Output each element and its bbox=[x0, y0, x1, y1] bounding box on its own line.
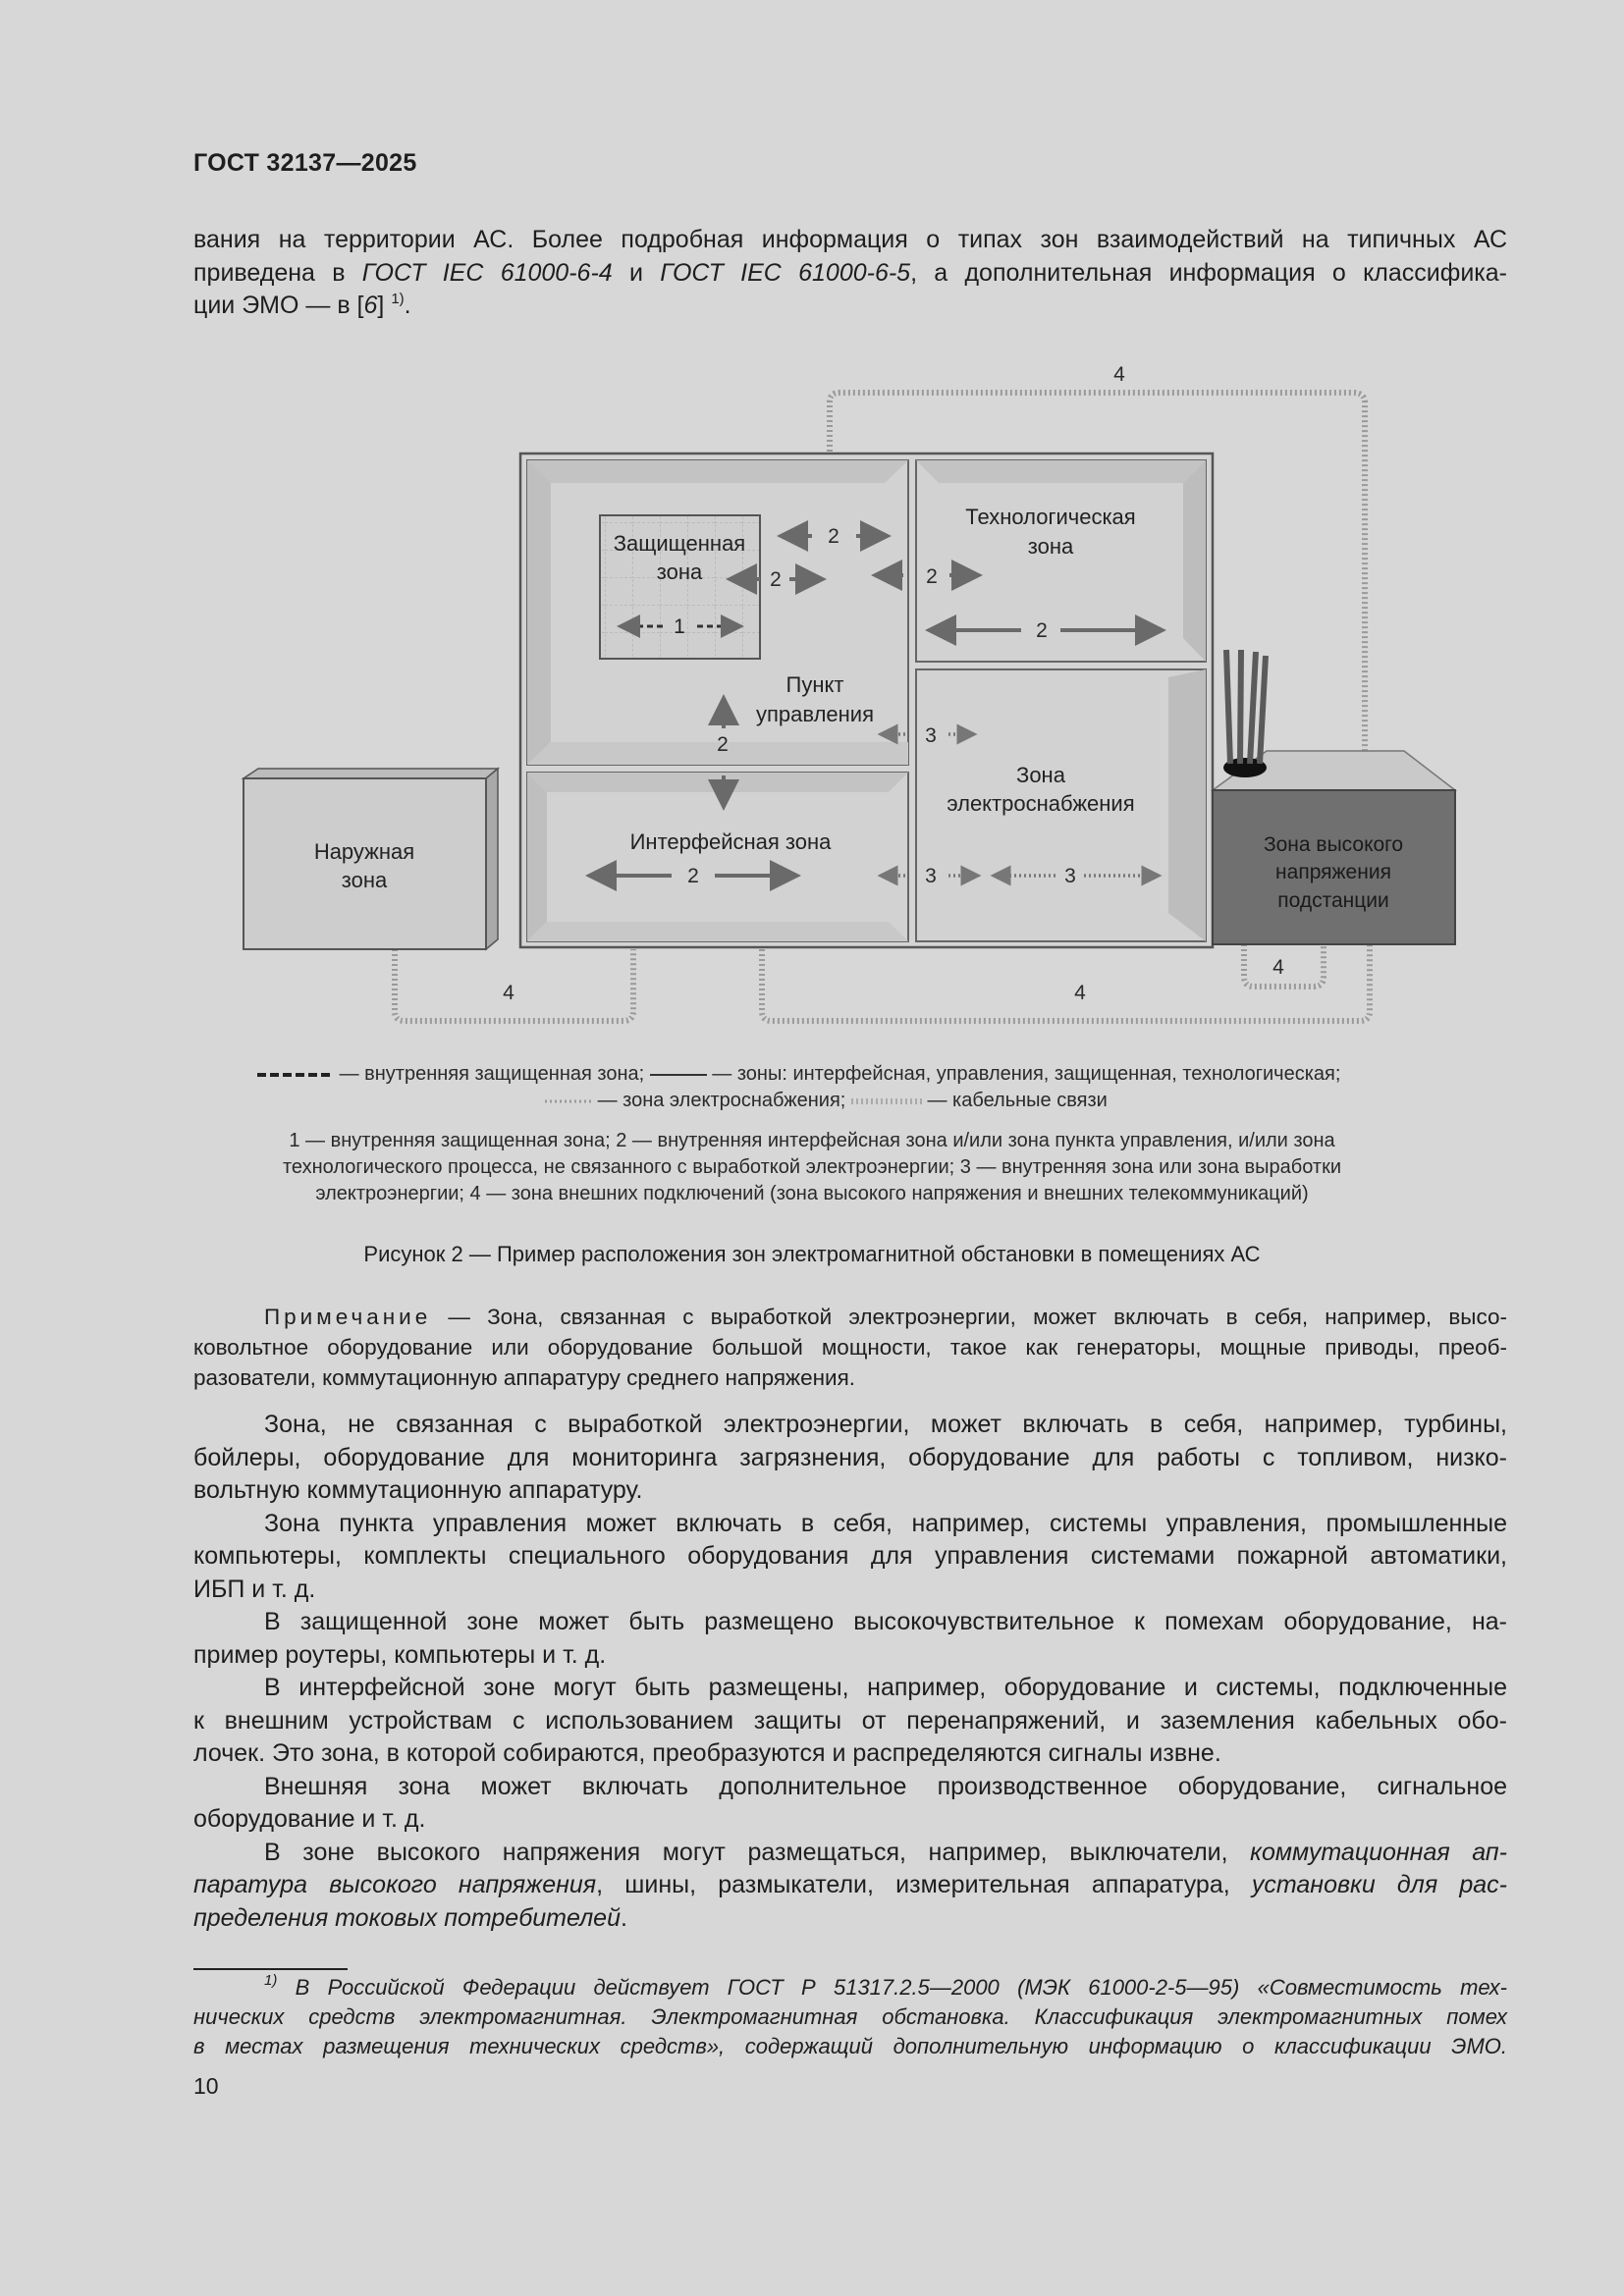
p4-line-3: лочек. Это зона, в которой собираются, преобразуются и распределяются сигналы извне. bbox=[193, 1739, 1221, 1767]
footnote-line-1: $^{1)}$ В Российской Федерации действует ГОСТ Р 51317.2.5—2000 (МЭК 61000-2-5—95) «Совместимость тех- bbox=[264, 1972, 1507, 2000]
p3-line-1: В защищенной зоне может быть размещено высокочувствительное к помехам оборудование, на- bbox=[264, 1608, 1507, 1635]
label-4-left: 4 bbox=[503, 982, 514, 1004]
technological-zone-label-1: Технологическая bbox=[965, 505, 1136, 529]
p5-line-2: оборудование и т. д. bbox=[193, 1805, 426, 1833]
intro-line-1: вания на территории АС. Более подробная информация о типах зон взаимодействий на типичных АС bbox=[193, 226, 1507, 253]
svg-text:2: 2 bbox=[828, 525, 839, 548]
cable-symbol bbox=[851, 1095, 922, 1108]
svg-text:3: 3 bbox=[1064, 865, 1076, 887]
technological-zone-label-2: зона bbox=[1027, 534, 1074, 559]
protected-zone bbox=[600, 515, 760, 659]
svg-text:2: 2 bbox=[926, 565, 938, 588]
p6-line-1: В зоне высокого напряжения могут размещаться, например, выключатели, коммутационная ап- bbox=[264, 1838, 1508, 1866]
intro-line-2: приведена в ГОСТ IEC 61000-6-4 и ГОСТ IEC 61000-6-5, а дополнительная информация о классифика- bbox=[193, 258, 1508, 287]
body-text bbox=[193, 1409, 1507, 1935]
high-voltage-zone bbox=[1213, 650, 1455, 944]
p4-line-2: к внешним устройствам с использованием защиты от перенапряжений, и заземления кабельных обо- bbox=[193, 1706, 1507, 1735]
p2-line-3: ИБП и т. д. bbox=[193, 1575, 316, 1603]
figure-caption: Рисунок 2 — Пример расположения зон электромагнитной обстановки в помещениях АС bbox=[363, 1242, 1261, 1266]
power-zone-label-1: Зона bbox=[1016, 763, 1065, 787]
outdoor-zone-label-2: зона bbox=[341, 868, 388, 892]
key-line-1: 1 — внутренняя защищенная зона; 2 — внутренняя интерфейсная зона и/или зона пункта управления, и/или зона bbox=[289, 1130, 1335, 1151]
note-label: Примечание bbox=[264, 1305, 432, 1329]
p4-line-1: В интерфейсной зоне могут быть размещены, например, оборудование и системы, подключенные bbox=[264, 1674, 1507, 1701]
svg-text:3: 3 bbox=[925, 724, 937, 747]
hv-zone-label-1: Зона высокого bbox=[1263, 833, 1404, 856]
label-1: 1 bbox=[674, 615, 685, 638]
hv-zone-label-2: напряжения bbox=[1275, 861, 1391, 883]
svg-text:2: 2 bbox=[1036, 619, 1048, 642]
dotted-line-symbol bbox=[545, 1095, 592, 1108]
footnote-ref: 1) bbox=[391, 291, 405, 307]
outdoor-zone bbox=[244, 769, 498, 949]
p6-line-2: паратура высокого напряжения, шины, размыкатели, измерительная аппаратура, установки для рас- bbox=[193, 1871, 1508, 1898]
dashed-line-symbol bbox=[257, 1068, 334, 1082]
p6-line-3: пределения токовых потребителей. bbox=[193, 1903, 627, 1932]
legend-line-1: — внутренняя защищенная зона; — зоны: интерфейсная, управления, защищенная, технологическая; bbox=[257, 1063, 1340, 1086]
interface-zone-label: Интерфейсная зона bbox=[629, 829, 832, 854]
solid-line-symbol bbox=[650, 1068, 707, 1082]
svg-text:2: 2 bbox=[770, 568, 782, 591]
outdoor-zone-label-1: Наружная bbox=[313, 839, 415, 864]
note-line-3: разователи, коммутационную аппаратуру среднего напряжения. bbox=[193, 1365, 856, 1390]
p2-line-2: компьютеры, комплекты специального оборудования для управления системами пожарной автоматики, bbox=[193, 1542, 1507, 1570]
protected-zone-label-1: Защищенная bbox=[613, 531, 746, 556]
document-header: ГОСТ 32137—2025 bbox=[193, 149, 417, 177]
note-line-2: ковольтное оборудование или оборудование большой мощности, такое как генераторы, мощные приводы, преоб- bbox=[193, 1335, 1507, 1360]
key-line-3: электроэнергии; 4 — зона внешних подключений (зона высокого напряжения и внешних телекоммуникаций) bbox=[315, 1183, 1309, 1204]
page-number: 10 bbox=[193, 2073, 219, 2099]
p1-line-1: Зона, не связанная с выработкой электроэнергии, может включать в себя, например, турбины, bbox=[264, 1411, 1507, 1438]
label-4-top: 4 bbox=[1113, 363, 1125, 386]
footnote-separator bbox=[193, 1968, 348, 1970]
p2-line-1: Зона пункта управления может включать в себя, например, системы управления, промышленные bbox=[264, 1509, 1507, 1537]
note-line-1: Примечание — Зона, связанная с выработкой электроэнергии, может включать в себя, например, высо- bbox=[264, 1305, 1507, 1329]
protected-zone-label-2: зона bbox=[656, 560, 703, 584]
key-line-2: технологического процесса, не связанного с выработкой электроэнергии; 3 — внутренняя зона или зона выработки bbox=[282, 1156, 1342, 1178]
label-4-middle: 4 bbox=[1074, 982, 1086, 1004]
svg-text:2: 2 bbox=[687, 865, 699, 887]
svg-text:2: 2 bbox=[717, 733, 729, 756]
zones-diagram bbox=[0, 348, 1624, 1055]
p5-line-1: Внешняя зона может включать дополнительное производственное оборудование, сигнальное bbox=[264, 1772, 1507, 1800]
control-point-label-1: Пункт bbox=[785, 672, 844, 697]
power-zone-label-2: электроснабжения bbox=[947, 791, 1135, 816]
hv-zone-label-3: подстанции bbox=[1277, 889, 1389, 912]
p3-line-2: пример роутеры, компьютеры и т. д. bbox=[193, 1640, 607, 1669]
legend-line-2: — зона электроснабжения; — кабельные связи bbox=[545, 1090, 1108, 1112]
label-4-right: 4 bbox=[1272, 956, 1284, 979]
svg-text:3: 3 bbox=[925, 865, 937, 887]
intro-paragraph bbox=[193, 224, 1507, 323]
footnote bbox=[193, 1973, 1507, 2061]
p1-line-3: вольтную коммутационную аппаратуру. bbox=[193, 1476, 643, 1504]
footnote-line-2: нических средств электромагнитная. Электромагнитная обстановка. Классификация электромагнитных помех bbox=[193, 2004, 1507, 2029]
p1-line-2: бойлеры, оборудование для мониторинга загрязнения, оборудование для работы с топливом, низко- bbox=[193, 1443, 1507, 1471]
note bbox=[193, 1302, 1507, 1393]
control-point-label-2: управления bbox=[756, 702, 874, 726]
intro-line-3: ции ЭМО — в [6] $^{1)}$. bbox=[193, 291, 411, 319]
footnote-line-3: в местах размещения технических средств», содержащий дополнительную информацию о классификации ЭМО. bbox=[193, 2034, 1507, 2058]
